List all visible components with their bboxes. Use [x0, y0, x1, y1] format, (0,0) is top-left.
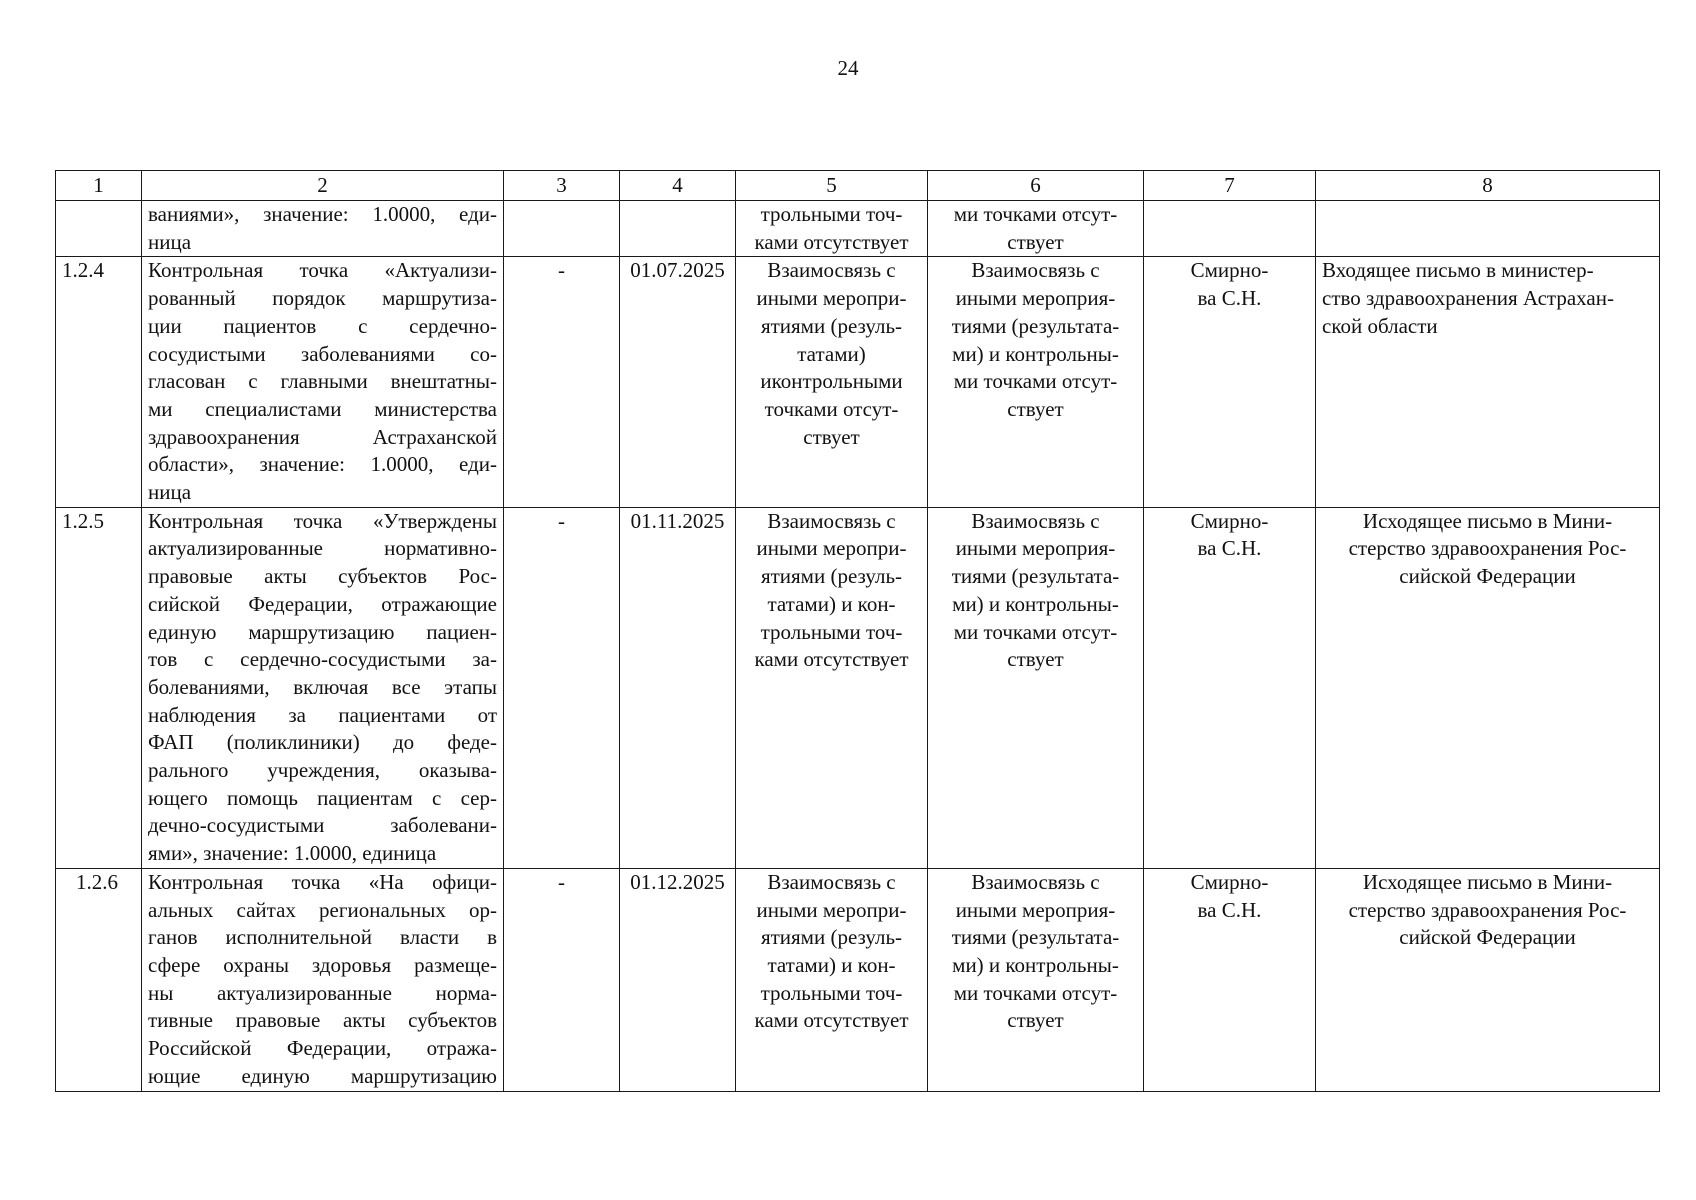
responsible-cell-text: Смирно- ва С.Н. — [1190, 508, 1269, 561]
date-cell — [620, 257, 736, 507]
description-line: рального учреждения, оказыва- — [148, 758, 497, 783]
description-line: ница — [148, 229, 192, 254]
header-col-4: 4 — [620, 171, 736, 201]
description-line: правовые акты субъектов Рос- — [148, 564, 497, 589]
description-line: наблюдения за пациентами от — [148, 702, 497, 727]
description-line: рованный порядок маршрутиза- — [148, 286, 497, 311]
description-line: Контрольная точка «На офици- — [148, 869, 497, 894]
relation-cell-text: Взаимосвязь с иными меропри- ятиями (резуль- татами) иконтрольными точками отсут- ствует — [756, 258, 907, 449]
description-line: ющего помощь пациентам с сер- — [148, 785, 497, 810]
row-number — [56, 868, 142, 1091]
description-line: ющие единую маршрутизацию — [148, 1063, 497, 1088]
description-cell — [142, 257, 504, 507]
row-number-text: 1.2.6 — [76, 869, 118, 894]
col3-cell-text: - — [558, 869, 565, 894]
description-line: Контрольная точка «Актуализи- — [148, 258, 497, 283]
col3-cell — [504, 868, 620, 1091]
responsible-cell-text: Смирно- ва С.Н. — [1190, 869, 1269, 922]
responsible-cell — [1144, 868, 1316, 1091]
description-line: области», значение: 1.0000, еди- — [148, 452, 497, 477]
description-cell — [142, 507, 504, 868]
header-col-8: 8 — [1316, 171, 1660, 201]
header-col-7: 7 — [1144, 171, 1316, 201]
description-line: ны актуализированные норма- — [148, 980, 497, 1005]
description-line: ции пациентов с сердечно- — [148, 313, 497, 338]
header-col-5: 5 — [736, 171, 928, 201]
table-row — [56, 868, 1660, 1091]
table-header-row — [56, 171, 1660, 201]
row-number — [56, 257, 142, 507]
description-line: тивные правовые акты субъектов — [148, 1008, 497, 1033]
date-cell-text: 01.07.2025 — [630, 258, 725, 283]
relation-detail-cell-text: ми точками отсут- ствует — [953, 202, 1118, 254]
relation-detail-cell-text: Взаимосвязь с иными мероприя- тиями (результата- ми) и контрольны- ми точками отсут- ствует — [951, 508, 1120, 672]
description-line: болеваниями, включая все этапы — [148, 674, 497, 699]
header-col-3: 3 — [504, 171, 620, 201]
description-line: дечно-сосудистыми заболевани- — [148, 813, 497, 838]
responsible-cell — [1144, 201, 1316, 257]
col3-cell — [504, 507, 620, 868]
table-row — [56, 201, 1660, 257]
description-line: актуализированные нормативно- — [148, 536, 497, 561]
col3-cell — [504, 257, 620, 507]
date-cell-text: 01.12.2025 — [630, 869, 725, 894]
relation-cell — [736, 868, 928, 1091]
description-line: ганов исполнительной власти в — [148, 925, 497, 950]
description-line: сфере охраны здоровья размеще- — [148, 952, 497, 977]
relation-cell — [736, 257, 928, 507]
document-cell-text: Входящее письмо в министер- ство здравоохранения Астрахан- ской области — [1322, 258, 1614, 338]
document-cell — [1316, 507, 1660, 868]
description-line: ями», значение: 1.0000, единица — [148, 841, 437, 866]
date-cell — [620, 507, 736, 868]
description-line: тов с сердечно-сосудистыми за- — [148, 647, 497, 672]
row-number-text: 1.2.4 — [62, 258, 104, 283]
relation-detail-cell-text: Взаимосвязь с иными мероприя- тиями (результата- ми) и контрольны- ми точками отсут- ствует — [951, 258, 1120, 421]
description-line: сийской Федерации, отражающие — [148, 591, 497, 616]
description-line: здравоохранения Астраханской — [148, 424, 497, 449]
table-row — [56, 507, 1660, 868]
description-line: гласован с главными внештатны- — [148, 369, 497, 394]
date-cell — [620, 868, 736, 1091]
document-cell-text: Исходящее письмо в Мини- стерство здравоохранения Рос- сийской Федерации — [1348, 508, 1627, 589]
description-cell — [142, 201, 504, 257]
relation-cell-text: Взаимосвязь с иными меропри- ятиями (резуль- татами) и кон- трольными точ- ками отсутствует — [754, 869, 909, 1033]
document-cell — [1316, 257, 1660, 507]
description-line: ница — [148, 480, 192, 505]
description-line: ми специалистами министерства — [148, 396, 497, 421]
table-row — [56, 257, 1660, 507]
relation-cell-text: трольными точ- ками отсутствует — [754, 202, 909, 254]
relation-detail-cell — [928, 257, 1144, 507]
responsible-cell — [1144, 257, 1316, 507]
document-cell — [1316, 868, 1660, 1091]
description-line: Российской Федерации, отража- — [148, 1036, 497, 1061]
relation-cell-text: Взаимосвязь с иными меропри- ятиями (резуль- татами) и кон- трольными точ- ками отсутствует — [754, 508, 909, 672]
description-line: ваниями», значение: 1.0000, еди- — [148, 202, 497, 226]
row-number — [56, 201, 142, 257]
col3-cell — [504, 201, 620, 257]
page-number: 24 — [837, 56, 859, 80]
description-line: сосудистыми заболеваниями со- — [148, 341, 497, 366]
date-cell — [620, 201, 736, 257]
row-number-text: 1.2.5 — [62, 508, 104, 533]
col3-cell-text: - — [558, 508, 565, 533]
header-col-6: 6 — [928, 171, 1144, 201]
document-cell — [1316, 201, 1660, 257]
relation-detail-cell — [928, 201, 1144, 257]
header-col-1: 1 — [56, 171, 142, 201]
description-cell — [142, 868, 504, 1091]
relation-detail-cell — [928, 868, 1144, 1091]
responsible-cell-text: Смирно- ва С.Н. — [1190, 258, 1269, 311]
col3-cell-text: - — [558, 258, 565, 283]
description-line: Контрольная точка «Утверждены — [148, 508, 497, 533]
date-cell-text: 01.11.2025 — [630, 508, 725, 533]
row-number — [56, 507, 142, 868]
description-line: единую маршрутизацию пациен- — [148, 619, 497, 644]
document-cell-text: Исходящее письмо в Мини- стерство здравоохранения Рос- сийской Федерации — [1348, 869, 1627, 950]
header-col-2: 2 — [142, 171, 504, 201]
control-points-table — [55, 170, 1660, 1092]
description-line: ФАП (поликлиники) до феде- — [148, 730, 497, 755]
relation-cell — [736, 507, 928, 868]
relation-cell — [736, 201, 928, 257]
relation-detail-cell-text: Взаимосвязь с иными мероприя- тиями (результата- ми) и контрольны- ми точками отсут- ствует — [951, 869, 1120, 1033]
relation-detail-cell — [928, 507, 1144, 868]
responsible-cell — [1144, 507, 1316, 868]
description-line: альных сайтах региональных ор- — [148, 897, 497, 922]
